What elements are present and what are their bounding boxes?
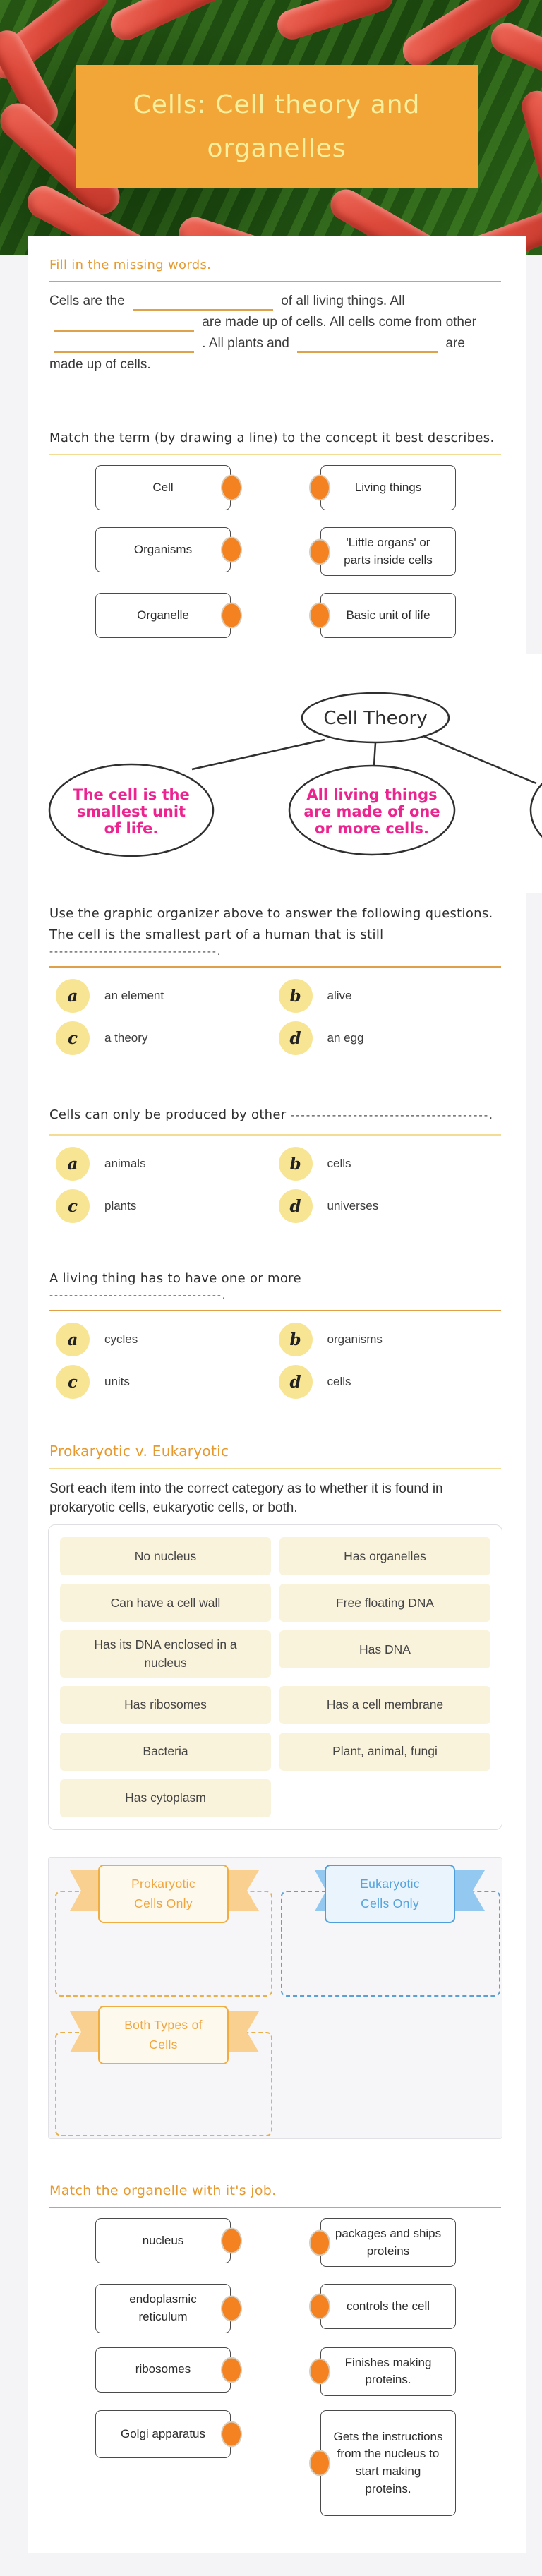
match-organelle-left-label: ribosomes [135, 2362, 191, 2376]
option-b [279, 1323, 502, 1356]
cell-theory-diagram-svg [28, 654, 542, 893]
worksheet-card [28, 236, 526, 2553]
diagram-bubble1-line1: The cell is the [73, 786, 190, 804]
option-label: cells [327, 1157, 351, 1171]
fill-in-text-segment: are made up of cells. All cells come from other [202, 315, 476, 330]
section-header-match-term: Match the term (by drawing a line) to the concept it best describes. [49, 431, 495, 445]
fill-in-text-segment: of all living things. All [281, 294, 405, 308]
option-d [279, 1365, 502, 1399]
dropzone-label-line: Cells [149, 2037, 178, 2052]
match-connector-dot[interactable] [221, 2421, 242, 2447]
sort-instruction: Sort each item into the correct category as to whether it is found in prokaryotic cells, eukaryotic cells, or both. [49, 1481, 443, 1516]
match-term-rows [49, 465, 501, 638]
fill-in-text-segment: Cells are the [49, 294, 125, 308]
sort-tile-bank [48, 1524, 502, 1830]
section-header-prok-euk: Prokaryotic v. Eukaryotic [49, 1443, 229, 1460]
match-organelle-rows [49, 2218, 501, 2516]
option-b [279, 1147, 502, 1181]
match-connector-dot[interactable] [221, 2228, 242, 2254]
match-term-right-label: Basic unit of life [346, 608, 430, 622]
match-organelle-left-label: endoplasmic reticulum [129, 2292, 197, 2323]
sort-dropzones [48, 1857, 502, 2139]
match-connector-dot[interactable] [221, 475, 242, 501]
option-a [56, 1323, 279, 1356]
option-label: alive [327, 989, 352, 1003]
bacteria-shape [106, 0, 241, 45]
blank-input-4[interactable] [297, 336, 438, 353]
match-row [95, 2218, 501, 2267]
option-label: organisms [327, 1332, 383, 1347]
match-term-left-box [95, 465, 231, 510]
match-connector-dot[interactable] [309, 2229, 330, 2256]
question-2 [49, 1105, 501, 1223]
blank-input-1[interactable] [133, 294, 273, 311]
sort-tile[interactable]: Has ribosomes [60, 1686, 271, 1724]
bacteria-shape [274, 0, 397, 43]
match-row [95, 2347, 501, 2396]
dropzone-label-line: Cells Only [361, 1896, 419, 1910]
option-letter-circle[interactable]: c [56, 1365, 90, 1399]
dropzone-label-line: Eukaryotic [360, 1877, 420, 1891]
match-term-left-box [95, 527, 231, 572]
match-organelle-right-label: controls the cell [346, 2299, 430, 2313]
match-term-right-box [320, 465, 456, 510]
question-2-prompt [49, 1105, 501, 1126]
diagram-bubble2-line3: or more cells. [315, 820, 429, 838]
match-connector-dot[interactable] [309, 2294, 330, 2320]
option-label: animals [104, 1157, 146, 1171]
match-term-right-label: Living things [354, 480, 422, 494]
option-label: cycles [104, 1332, 138, 1347]
match-organelle-right-label: Finishes making proteins. [344, 2355, 432, 2387]
worksheet-title-box [76, 65, 478, 188]
option-letter-circle[interactable]: b [279, 1147, 313, 1181]
match-connector-dot[interactable] [309, 603, 330, 629]
worksheet-title-line2: organelles [207, 133, 347, 163]
sort-tile[interactable]: Has organelles [279, 1537, 490, 1575]
sort-tile[interactable]: No nucleus [60, 1537, 271, 1575]
match-organelle-right-label: packages and ships proteins [335, 2227, 442, 2258]
match-connector-dot[interactable] [309, 538, 330, 565]
fill-in-text-segment: . All plants and [202, 336, 289, 351]
worksheet-title-line1: Cells: Cell theory and [133, 90, 421, 119]
question-2-options [49, 1147, 501, 1223]
match-organelle-left-label: nucleus [142, 2233, 184, 2247]
match-organelle-right-box [320, 2347, 456, 2396]
match-connector-dot[interactable] [221, 2295, 242, 2321]
dropzone-label-eukaryotic [325, 1865, 455, 1923]
match-term-right-box [320, 593, 456, 638]
option-c [56, 1021, 279, 1055]
match-organelle-left-box [95, 2284, 231, 2333]
option-letter-circle[interactable]: c [56, 1189, 90, 1223]
sort-tile[interactable]: Has a cell membrane [279, 1686, 490, 1724]
match-organelle-left-box [95, 2410, 231, 2458]
match-organelle-right-label: Gets the instructions from the nucleus to start making proteins. [333, 2429, 443, 2496]
cell-theory-graphic-organizer [28, 654, 542, 893]
option-d [279, 1189, 502, 1223]
dropzone-label-line: Both Types of [124, 2018, 203, 2033]
page-footer-gap [0, 2553, 542, 2576]
section-header-fill-in: Fill in the missing words. [49, 258, 212, 272]
section-rule [49, 1134, 501, 1136]
bacteria-shape [518, 88, 542, 198]
match-connector-dot[interactable] [221, 2357, 242, 2383]
dropzone-label-prokaryotic [98, 1865, 229, 1923]
option-letter-circle[interactable]: a [56, 1147, 90, 1181]
option-c [56, 1365, 279, 1399]
match-connector-dot[interactable] [309, 2359, 330, 2385]
match-term-right-box [320, 527, 456, 576]
question-3-options [49, 1323, 501, 1399]
option-letter-circle[interactable]: a [56, 979, 90, 1013]
diagram-bubble1-line2: smallest unit [76, 803, 186, 821]
match-row [95, 527, 501, 576]
match-term-left-box [95, 593, 231, 638]
option-label: universes [327, 1199, 379, 1213]
question-1-prompt: The cell is the smallest part of a human that is still [49, 927, 384, 943]
fill-in-paragraph [49, 291, 494, 375]
question-3-blank: -----------------------------------. [49, 1289, 227, 1302]
option-letter-circle[interactable]: d [279, 1365, 313, 1399]
match-row [95, 465, 501, 510]
option-a [56, 1147, 279, 1181]
option-c [56, 1189, 279, 1223]
match-organelle-right-box [320, 2410, 456, 2516]
option-letter-circle[interactable]: b [279, 1323, 313, 1356]
dropzone-label-line: Prokaryotic [131, 1877, 195, 1891]
sort-tile[interactable]: Can have a cell wall [60, 1584, 271, 1622]
sort-tile[interactable]: Free floating DNA [279, 1584, 490, 1622]
option-label: a theory [104, 1031, 148, 1045]
question-1 [49, 903, 501, 1055]
match-organelle-left-label: Golgi apparatus [120, 2426, 206, 2440]
section-rule [49, 1468, 501, 1469]
match-row [95, 593, 501, 638]
diagram-bubble2-line2: are made of one [303, 803, 440, 821]
blank-input-3[interactable] [54, 336, 194, 353]
match-connector-dot[interactable] [309, 2450, 330, 2476]
match-row [95, 2410, 501, 2516]
option-label: an element [104, 989, 164, 1003]
question-3 [49, 1268, 501, 1399]
dropzone-label-line: Cells Only [134, 1896, 193, 1910]
match-organelle-left-box [95, 2347, 231, 2393]
section-rule [49, 281, 501, 282]
section-rule [49, 1310, 501, 1311]
section-rule [49, 454, 501, 455]
match-term-right-label: 'Little organs' or parts inside cells [344, 536, 433, 567]
question-1-options [49, 979, 501, 1055]
banner-photo-bacteria [0, 0, 542, 255]
section-rule [49, 966, 501, 968]
match-organelle-left-box [95, 2218, 231, 2263]
match-term-left-label: Cell [152, 480, 174, 494]
match-row [95, 2284, 501, 2333]
sort-tile[interactable]: Plant, animal, fungi [279, 1733, 490, 1771]
option-letter-circle[interactable]: d [279, 1189, 313, 1223]
match-term-left-label: Organisms [133, 542, 193, 556]
blank-input-2[interactable] [54, 315, 194, 332]
option-letter-circle[interactable]: b [279, 979, 313, 1013]
option-label: cells [327, 1375, 351, 1389]
diagram-bubble1-line3: of life. [104, 820, 159, 838]
option-b [279, 979, 502, 1013]
option-label: units [104, 1375, 130, 1389]
question-2-prompt-text: Cells can only be produced by other [49, 1107, 287, 1123]
sort-tile[interactable]: Bacteria [60, 1733, 271, 1771]
option-d [279, 1021, 502, 1055]
question-3-prompt: A living thing has to have one or more [49, 1271, 301, 1287]
option-letter-circle[interactable]: c [56, 1021, 90, 1055]
match-connector-dot[interactable] [221, 537, 242, 563]
dropzone-label-both-types [98, 2006, 229, 2064]
option-label: an egg [327, 1031, 364, 1045]
option-letter-circle[interactable]: a [56, 1323, 90, 1356]
match-term-left-label: Organelle [137, 608, 189, 622]
diagram-root-label: Cell Theory [323, 708, 428, 730]
sort-tile[interactable]: Has DNA [279, 1630, 490, 1668]
sort-tile[interactable]: Has cytoplasm [60, 1779, 271, 1817]
option-label: plants [104, 1199, 137, 1213]
match-organelle-right-box [320, 2284, 456, 2329]
match-connector-dot[interactable] [221, 603, 242, 629]
section-rule [49, 2207, 501, 2208]
option-letter-circle[interactable]: d [279, 1021, 313, 1055]
match-organelle-right-box [320, 2218, 456, 2267]
question-2-blank: --------------------------------------. [290, 1109, 494, 1122]
section-header-match-organelle: Match the organelle with it's job. [49, 2183, 277, 2199]
diagram-bubble2-line1: All living things [306, 786, 438, 804]
question-1-instruction: Use the graphic organizer above to answer the following questions. [49, 906, 493, 922]
fill-in-text-segment: are made up of cells. [49, 336, 465, 372]
question-1-blank: ----------------------------------. [49, 946, 222, 958]
sort-tile[interactable]: Has its DNA enclosed in a nucleus [60, 1630, 271, 1678]
match-connector-dot[interactable] [309, 475, 330, 501]
option-a [56, 979, 279, 1013]
bacteria-shape [486, 18, 542, 97]
